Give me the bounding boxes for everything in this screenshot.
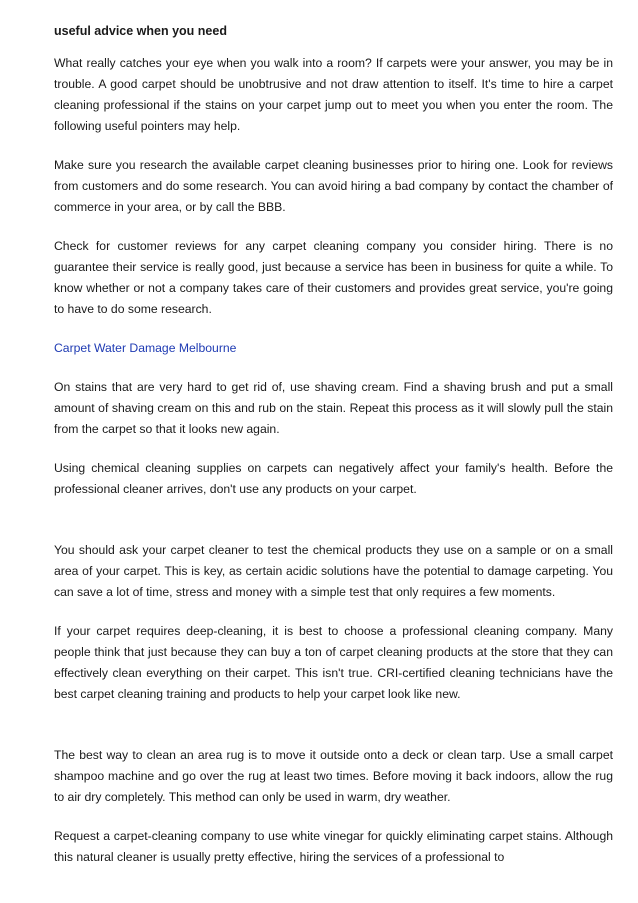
paragraph-9: Request a carpet-cleaning company to use white vinegar for quickly eliminating carpet stains. Although this natural cleaner is usually pretty effective, hiring the services of a professional to <box>54 829 613 864</box>
paragraph-5: Using chemical cleaning supplies on carpets can negatively affect your family's health. Before the professional cleaner arrives, don't use any products on your carpet. <box>54 461 613 496</box>
paragraph-4: On stains that are very hard to get rid of, use shaving cream. Find a shaving brush and put a small amount of shaving cream on this and rub on the stain. Repeat this process as it will slowly pull the stain from the carpet so that it looks new again. <box>54 380 613 436</box>
paragraph-2: Make sure you research the available carpet cleaning businesses prior to hiring one. Look for reviews from customers and do some research. You can avoid hiring a bad company by contact the chamber of commerce in your area, or by call the BBB. <box>54 158 613 214</box>
paragraph-8: The best way to clean an area rug is to move it outside onto a deck or clean tarp. Use a small carpet shampoo machine and go over the rug at least two times. Before moving it back indoors, allow the rug to air dry completely. This method can only be used in warm, dry weather. <box>54 748 613 804</box>
paragraph-6: You should ask your carpet cleaner to test the chemical products they use on a sample or on a small area of your carpet. This is key, as certain acidic solutions have the potential to damage carpeting. You can save a lot of time, stress and money with a simple test that only requires a few moments. <box>54 543 613 599</box>
carpet-water-damage-link[interactable]: Carpet Water Damage Melbourne <box>54 341 237 355</box>
document-heading: useful advice when you need <box>54 24 227 38</box>
document-page <box>54 20 613 868</box>
paragraph-3: Check for customer reviews for any carpet cleaning company you consider hiring. There is no guarantee their service is really good, just because a service has been in business for quite a while. To know whether or not a company takes care of their customers and provides great service, you're going to have to do some research. <box>54 239 613 316</box>
paragraph-1: What really catches your eye when you walk into a room? If carpets were your answer, you may be in trouble. A good carpet should be unobtrusive and not draw attention to itself. It's time to hire a carpet cleaning professional if the stains on your carpet jump out to meet you when you enter the room. The following useful pointers may help. <box>54 56 613 133</box>
paragraph-7: If your carpet requires deep-cleaning, it is best to choose a professional cleaning company. Many people think that just because they can buy a ton of carpet cleaning products at the store that they can effectively clean everything on their carpet. This isn't true. CRI-certified cleaning technicians have the best carpet cleaning training and products to help your carpet look like new. <box>54 624 613 701</box>
